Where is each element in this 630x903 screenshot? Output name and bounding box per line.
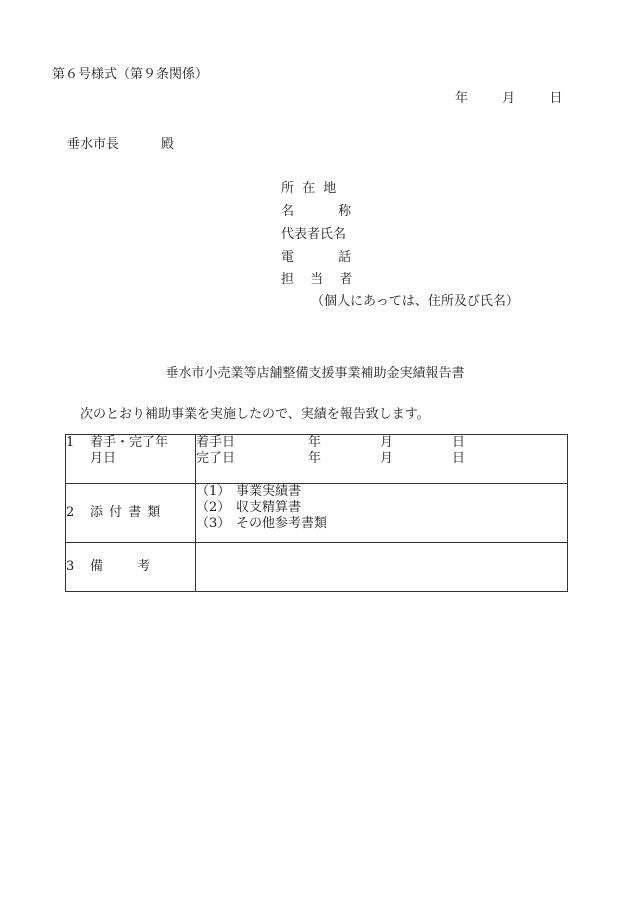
applicant-representative-label: 代表者氏名: [281, 227, 347, 242]
table-row: [66, 543, 568, 592]
row3-number: 3: [66, 559, 75, 574]
row2-header: [66, 484, 196, 543]
date-line: [455, 91, 562, 107]
row1-number: 1: [66, 435, 75, 450]
date-year-label: 年: [455, 91, 469, 106]
addressee-honorific: 殿: [161, 137, 175, 152]
start-year-unit: 年: [308, 435, 322, 450]
intro-text: 次のとおり補助事業を実施したので、実績を報告致します。: [80, 407, 430, 422]
row2-number: 2: [66, 505, 75, 520]
applicant-phone-label: 電 話: [281, 250, 352, 265]
date-day-label: 日: [549, 91, 563, 106]
end-year-unit: 年: [308, 451, 322, 466]
attachment-number: （1）: [196, 484, 231, 499]
attachment-list: [196, 484, 568, 543]
document-title: 垂水市小売業等店舗整備支援事業補助金実績報告書: [165, 366, 465, 381]
applicant-contact-label: 担 当 者: [281, 272, 353, 287]
report-table: [65, 434, 568, 592]
remarks-field[interactable]: [196, 543, 568, 592]
row3-label: 備 考: [90, 559, 151, 574]
table-row: [66, 484, 568, 543]
attachment-number: （2）: [196, 500, 231, 515]
addressee: [67, 137, 174, 153]
attachment-text: 事業実績書: [236, 484, 302, 499]
date-month-label: 月: [502, 91, 516, 106]
attachment-text: 収支精算書: [236, 500, 302, 515]
row1-header: [66, 435, 196, 484]
list-item: [196, 484, 567, 500]
attachment-number: （3）: [196, 516, 231, 531]
start-day-unit: 日: [452, 435, 466, 450]
end-date-label: 完了日: [196, 451, 236, 466]
list-item: [196, 516, 567, 532]
end-month-unit: 月: [380, 451, 394, 466]
end-date-line: [196, 451, 567, 467]
row1-label-line2: 月日: [90, 451, 117, 466]
addressee-name: 垂水市長: [67, 137, 120, 152]
row1-label-line1: 着手・完了年: [90, 435, 169, 450]
attachment-text: その他参考書類: [236, 516, 328, 531]
table-row: [66, 435, 568, 484]
row3-header: [66, 543, 196, 592]
form-number: 第６号様式（第９条関係）: [52, 67, 209, 82]
end-day-unit: 日: [452, 451, 466, 466]
applicant-address-label: 所 在 地: [281, 181, 339, 196]
applicant-name-label: 名 称: [281, 204, 352, 219]
row2-label: 添 付 書 類: [90, 505, 162, 520]
row1-dates: [196, 435, 568, 484]
start-date-label: 着手日: [196, 435, 236, 450]
start-month-unit: 月: [380, 435, 394, 450]
start-date-line: [196, 435, 567, 451]
list-item: [196, 500, 567, 516]
applicant-note: （個人にあっては、住所及び氏名）: [311, 294, 519, 309]
